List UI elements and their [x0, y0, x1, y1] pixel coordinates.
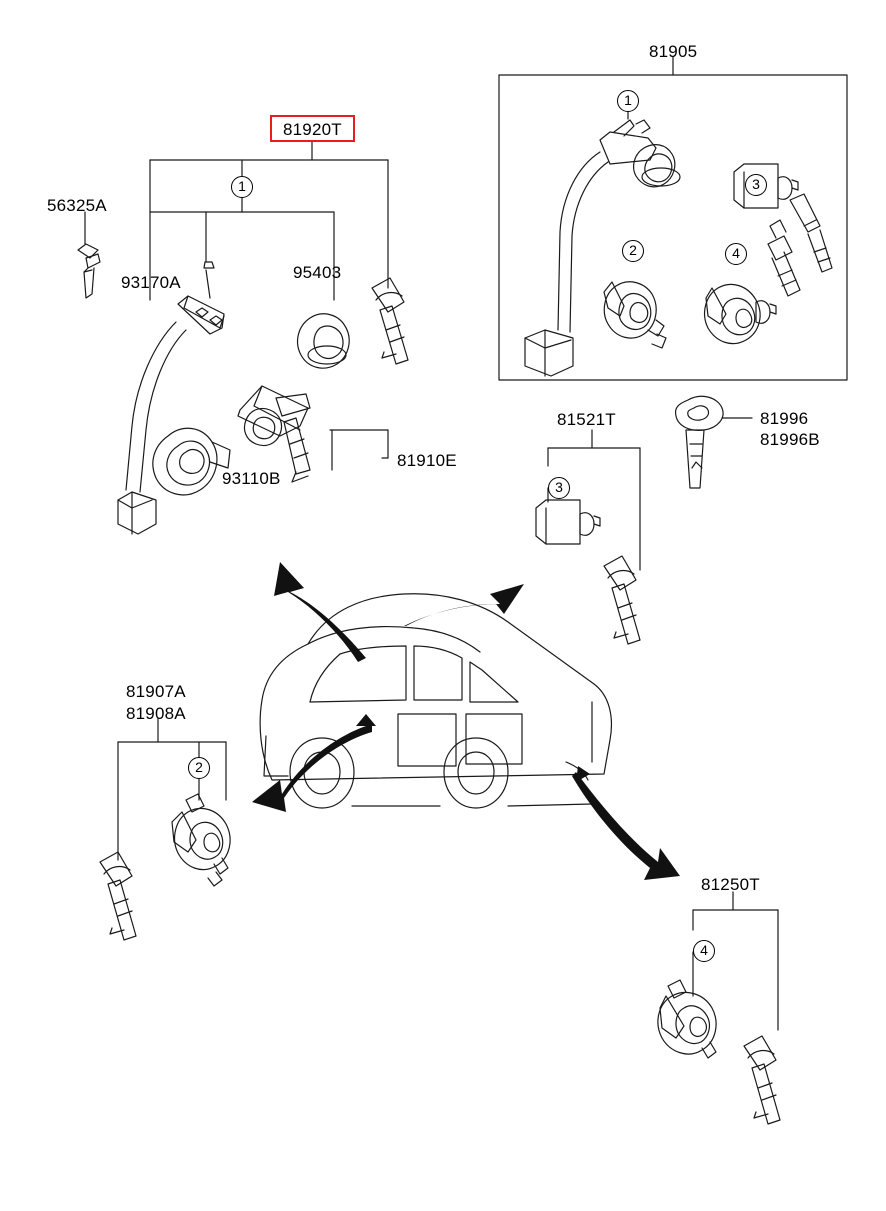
group-bracket-81920T	[150, 142, 388, 300]
part-label-81996: 81996	[760, 409, 809, 428]
arrow-to-trunk	[572, 772, 680, 880]
arrow-to-ignition	[274, 562, 366, 662]
callout-2-81907A: 2	[188, 757, 210, 779]
part-label-81920T: 81920T	[283, 120, 342, 139]
part-label-81250T: 81250T	[701, 875, 760, 894]
part-door-lock-81907A	[172, 794, 230, 886]
part-label-81907A: 81907A	[126, 682, 186, 701]
part-label-81905: 81905	[649, 42, 698, 61]
group-bracket-81910E	[330, 430, 388, 470]
part-label-56325A: 56325A	[47, 196, 107, 215]
part-key-81907A	[100, 852, 136, 940]
part-label-95403: 95403	[293, 263, 342, 282]
callout-2-81905: 2	[622, 240, 644, 262]
part-label-81910E: 81910E	[397, 451, 457, 470]
part-label-81908A: 81908A	[126, 704, 186, 723]
part-key-81521T	[604, 556, 640, 644]
vehicle-illustration	[260, 594, 611, 808]
part-door-lock-81905-2	[604, 282, 666, 348]
callout-3-81905: 3	[745, 174, 767, 196]
arrow-to-tailgate-top	[404, 584, 524, 626]
part-key-95403	[372, 278, 408, 364]
part-bolt-56325A	[78, 212, 100, 298]
part-cylinder-95403	[298, 314, 350, 368]
part-ignition-lock-cable-81905-1	[525, 120, 680, 376]
part-lock-cylinder-81521T	[536, 500, 600, 544]
callout-1-81905: 1	[617, 90, 639, 112]
callout-4-81250T: 4	[693, 940, 715, 962]
arrow-marker-door	[356, 714, 376, 726]
part-harness-93170A	[118, 262, 224, 534]
part-lock-cylinder-key-81905-4	[705, 220, 800, 344]
part-key-blank-81996	[676, 396, 753, 488]
group-bracket-81907A	[118, 718, 226, 860]
callout-3-81521T: 3	[548, 477, 570, 499]
part-label-93170A: 93170A	[121, 273, 181, 292]
callout-4-81905: 4	[725, 243, 747, 265]
part-label-81521T: 81521T	[557, 410, 616, 429]
part-key-81250T	[744, 1036, 780, 1124]
part-label-81996B: 81996B	[760, 430, 820, 449]
part-trunk-lock-81250T	[658, 980, 716, 1058]
part-label-93110B: 93110B	[222, 469, 281, 488]
callout-1-81920T: 1	[231, 176, 253, 198]
